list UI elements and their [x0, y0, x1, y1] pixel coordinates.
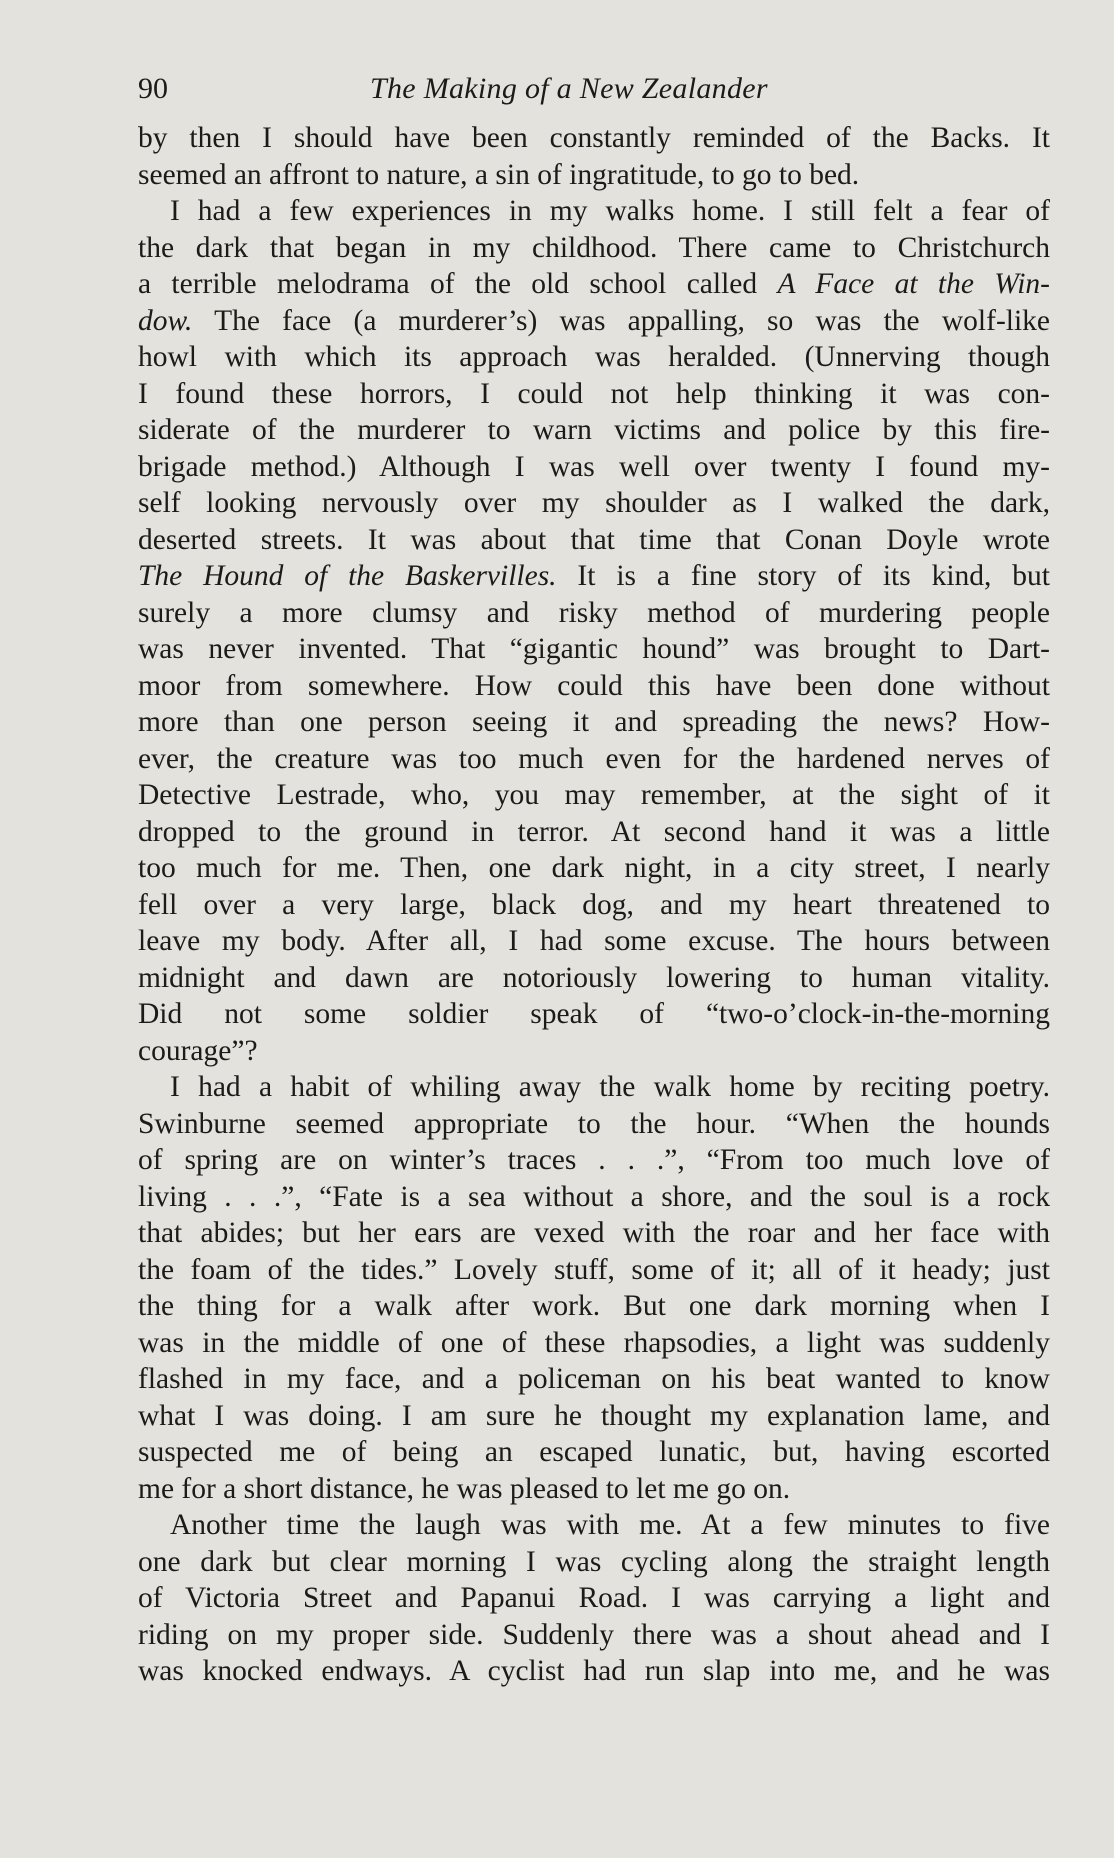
- text-line: I had a few experiences in my walks home. I still felt a fear of: [170, 195, 1050, 227]
- text-line: Swinburne seemed appropriate to the hour. “When the hounds: [138, 1107, 1050, 1140]
- text-line: living . . .”, “Fate is a sea without a shore, and the soul is a rock: [138, 1180, 1050, 1213]
- text-line: by then I should have been constantly reminded of the Backs. It: [138, 122, 1050, 154]
- text-line: I had a habit of whiling away the walk home by reciting poetry.: [170, 1071, 1050, 1103]
- play-title: dow.: [138, 304, 193, 337]
- text-run: The face (a murderer’s) was appalling, so was the wolf-like: [192, 304, 1050, 337]
- text-line: more than one person seeing it and spreading the news? How-: [138, 706, 1050, 738]
- text-line: was knocked endways. A cyclist had run slap into me, and he was: [138, 1655, 1050, 1687]
- text-line: siderate of the murderer to warn victims and police by this fire-: [138, 414, 1050, 446]
- text-line: flashed in my face, and a policeman on his beat wanted to know: [138, 1363, 1050, 1395]
- text-line: the dark that began in my childhood. There came to Christchurch: [138, 231, 1050, 264]
- text-line: was in the middle of one of these rhapsodies, a light was suddenly: [138, 1326, 1050, 1359]
- text-line: moor from somewhere. How could this have been done without: [138, 669, 1050, 702]
- text-run: It is a fine story of its kind, but: [556, 560, 1050, 592]
- text-line: self looking nervously over my shoulder as I walked the dark,: [138, 487, 1050, 519]
- text-line: brigade method.) Although I was well over twenty I found my-: [138, 450, 1050, 483]
- text-line: that abides; but her ears are vexed with the roar and her face with: [138, 1217, 1050, 1249]
- text-line: Detective Lestrade, who, you may remember, at the sight of it: [138, 779, 1050, 811]
- text-line: ever, the creature was too much even for the hardened nerves of: [138, 742, 1050, 775]
- text-line: howl with which its approach was heralded. (Unnerving though: [138, 341, 1050, 373]
- text-line: deserted streets. It was about that time that Conan Doyle wrote: [138, 523, 1050, 556]
- text-line: courage”?: [138, 1034, 258, 1067]
- text-line: dropped to the ground in terror. At second hand it was a little: [138, 815, 1050, 848]
- text-run: a terrible melodrama of the old school called: [138, 268, 778, 300]
- text-line: suspected me of being an escaped lunatic, but, having escorted: [138, 1436, 1050, 1468]
- text-line: was never invented. That “gigantic hound” was brought to Dart-: [138, 633, 1050, 665]
- running-title: The Making of a New Zealander: [370, 72, 768, 105]
- page-number: 90: [138, 72, 168, 105]
- text-line: one dark but clear morning I was cycling along the straight length: [138, 1545, 1050, 1578]
- text-line: surely a more clumsy and risky method of murdering people: [138, 596, 1050, 629]
- text-line: the thing for a walk after work. But one dark morning when I: [138, 1290, 1050, 1322]
- text-line: [138, 303, 1050, 340]
- text-line: [138, 558, 1050, 595]
- text-line: fell over a very large, black dog, and my heart threatened to: [138, 888, 1050, 921]
- text-line: seemed an affront to nature, a sin of ingratitude, to go to bed.: [138, 158, 860, 191]
- body-text: [138, 120, 1050, 1690]
- text-line: too much for me. Then, one dark night, in a city street, I nearly: [138, 852, 1050, 884]
- book-title: The Hound of the Baskervilles.: [138, 560, 557, 592]
- book-page: [138, 64, 1050, 1690]
- text-line: the foam of the tides.” Lovely stuff, some of it; all of it heady; just: [138, 1253, 1050, 1286]
- text-line: I found these horrors, I could not help thinking it was con-: [138, 377, 1050, 410]
- text-line: midnight and dawn are notoriously lowering to human vitality.: [138, 961, 1050, 994]
- text-line: of Victoria Street and Papanui Road. I was carrying a light and: [138, 1582, 1050, 1614]
- text-line: riding on my proper side. Suddenly there was a shout ahead and I: [138, 1618, 1050, 1651]
- text-line: Did not some soldier speak of “two-o’clock-in-the-morning: [138, 998, 1050, 1030]
- text-line: leave my body. After all, I had some excuse. The hours between: [138, 925, 1050, 957]
- text-line: me for a short distance, he was pleased to let me go on.: [138, 1472, 791, 1505]
- text-line: of spring are on winter’s traces . . .”, “From too much love of: [138, 1144, 1050, 1176]
- text-line: [138, 266, 1050, 303]
- text-line: Another time the laugh was with me. At a few minutes to five: [170, 1509, 1050, 1541]
- running-head: [138, 64, 1050, 114]
- play-title: A Face at the Win-: [777, 268, 1050, 300]
- text-line: what I was doing. I am sure he thought my explanation lame, and: [138, 1399, 1050, 1432]
